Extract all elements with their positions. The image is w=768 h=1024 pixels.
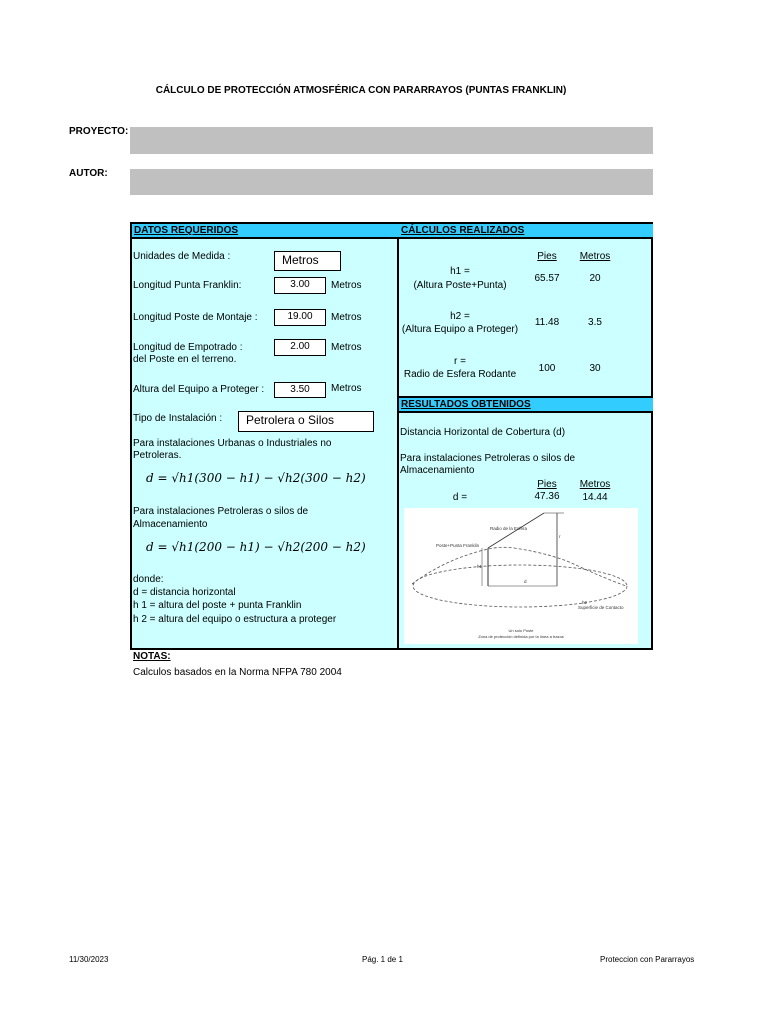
tipo-label: Tipo de Instalación : — [133, 413, 223, 424]
footer-date: 11/30/2023 — [69, 955, 109, 964]
empotrado-label-1: Longitud de Empotrado : — [133, 342, 243, 353]
author-label: AUTOR: — [69, 168, 108, 179]
r-label-1: r = — [454, 356, 466, 367]
donde-text: donde: — [133, 574, 164, 585]
notas-text: Calculos basados en la Norma NFPA 780 2004 — [133, 667, 342, 678]
h2-pies: 11.48 — [534, 317, 560, 328]
equipo-label: Altura del Equipo a Proteger : — [133, 384, 265, 395]
def-h2: h 2 = altura del equipo o estructura a proteger — [133, 614, 337, 625]
punta-input[interactable]: 3.00 — [274, 277, 326, 294]
h1-label-1: h1 = — [450, 266, 470, 277]
diagram-r-mark: r — [559, 534, 561, 539]
d-label: d = — [452, 492, 468, 503]
equipo-input[interactable]: 3.50 — [274, 382, 326, 398]
footer-doc: Proteccion con Pararrayos — [600, 955, 695, 964]
resultados-header: RESULTADOS OBTENIDOS — [399, 398, 653, 413]
formula-urbanas: d = √h1(300 − h1) − √h2(300 − h2) — [146, 471, 366, 485]
urbanas-text-2: Petroleras. — [133, 450, 182, 461]
datos-header: DATOS REQUERIDOS — [132, 224, 399, 239]
resultados-tipo-2: Almacenamiento — [400, 465, 475, 476]
protection-diagram — [404, 508, 638, 644]
unidades-select[interactable]: Metros — [274, 251, 341, 271]
diagram-caption-1: Un solo Poste — [508, 628, 534, 633]
calc-col-pies: Pies — [537, 251, 557, 262]
resultados-tipo-1: Para instalaciones Petroleras o silos de — [400, 453, 576, 464]
diagram-d-mark: d — [524, 579, 527, 584]
notas-header: NOTAS: — [133, 651, 171, 662]
column-divider — [397, 222, 399, 650]
diagram-h2-label: h2 — [582, 600, 588, 605]
def-d: d = distancia horizontal — [133, 587, 236, 598]
punta-label: Longitud Punta Franklin: — [133, 280, 242, 291]
project-label: PROYECTO: — [69, 126, 129, 137]
unidades-label: Unidades de Medida : — [133, 251, 231, 262]
calculos-header: CÁLCULOS REALIZADOS — [399, 224, 653, 239]
page-title: CÁLCULO DE PROTECCIÓN ATMOSFÉRICA CON PARARRAYOS (PUNTAS FRANKLIN) — [155, 85, 567, 96]
petroleras-text-1: Para instalaciones Petroleras o silos de — [133, 506, 309, 517]
h2-metros: 3.5 — [588, 317, 602, 328]
r-metros: 30 — [589, 363, 601, 374]
footer-page: Pág. 1 de 1 — [362, 955, 403, 964]
punta-unit: Metros — [331, 280, 362, 291]
empotrado-label-2: del Poste en el terreno. — [133, 354, 237, 365]
equipo-unit: Metros — [331, 383, 362, 394]
calc-col-metros: Metros — [579, 251, 611, 262]
diagram-caption-2: Zona de protección definida por la línea a trazos — [478, 634, 564, 639]
h2-label-2: (Altura Equipo a Proteger) — [401, 324, 519, 335]
protection-diagram-svg — [404, 508, 638, 644]
poste-label: Longitud Poste de Montaje : — [133, 312, 258, 323]
r-pies: 100 — [538, 363, 556, 374]
res-col-pies: Pies — [537, 479, 557, 490]
h2-label-1: h2 = — [450, 311, 470, 322]
diagram-radio-label: Radio de la Esfera — [490, 526, 528, 531]
def-h1: h 1 = altura del poste + punta Franklin — [133, 600, 302, 611]
d-metros: 14.44 — [582, 492, 608, 503]
tipo-select[interactable]: Petrolera o Silos — [238, 411, 374, 432]
diagram-h1-mark: h1 — [477, 564, 483, 569]
diagram-superficie-label: Superficie de Contacto — [578, 605, 624, 610]
protection-arc — [412, 547, 626, 586]
diagram-poste-label: Poste+Punta Franklin — [436, 543, 480, 548]
empotrado-input[interactable]: 2.00 — [274, 339, 326, 356]
h1-metros: 20 — [589, 273, 601, 284]
r-label-2: Radio de Esfera Rodante — [403, 369, 517, 380]
poste-input[interactable]: 19.00 — [274, 309, 326, 326]
poste-unit: Metros — [331, 312, 362, 323]
project-field[interactable] — [130, 127, 653, 154]
formula-petroleras: d = √h1(200 − h1) − √h2(200 − h2) — [146, 540, 366, 554]
h1-pies: 65.57 — [534, 273, 560, 284]
urbanas-text-1: Para instalaciones Urbanas o Industriales no — [133, 438, 332, 449]
d-pies: 47.36 — [534, 491, 560, 502]
res-col-metros: Metros — [579, 479, 611, 490]
empotrado-unit: Metros — [331, 342, 362, 353]
distancia-label: Distancia Horizontal de Cobertura (d) — [400, 427, 566, 438]
author-field[interactable] — [130, 169, 653, 195]
h1-label-2: (Altura Poste+Punta) — [413, 280, 507, 291]
petroleras-text-2: Almacenamiento — [133, 519, 208, 530]
